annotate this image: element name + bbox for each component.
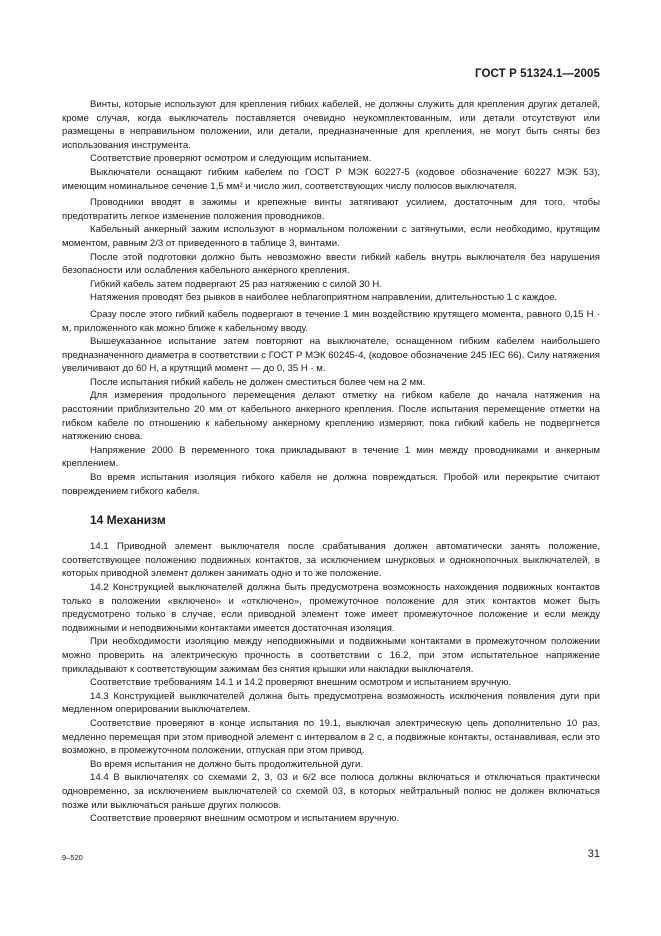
footer-code: 9–520 bbox=[62, 853, 83, 862]
paragraph: Выключатели оснащают гибким кабелем по ГОСТ Р МЭК 60227-5 (кодовое обозначение 60227 МЭК 53), имеющим номинальное сечение 1,5 мм² и число жил, соответствующих числу полюсов выключателя. bbox=[62, 166, 600, 192]
page-number: 31 bbox=[587, 848, 600, 860]
paragraph: После этой подготовки должно быть невозможно ввести гибкий кабель внутрь выключателя без нарушения безопасности или ослабления кабельного анкерного крепления. bbox=[62, 251, 600, 277]
paragraph: Соответствие проверяют в конце испытания по 19.1, выключая электрическую цепь дополнительно 10 раз, медленно перемещая при этом приводной элемент с интервалом в 2 с, а подвижные контакты, останавливая, если это возможно, в промежуточном положении, отпуская при этом привод. bbox=[62, 717, 600, 757]
paragraph: 14.4 В выключателях со схемами 2, 3, 03 и 6/2 все полюса должны включаться и отключаться практически одновременно, за исключением выключателей со схемой 03, в которых нейтральный полюс не должен включаться позже или выключаться раньше других полюсов. bbox=[62, 772, 600, 811]
paragraph: Натяжения проводят без рывков в наиболее неблагоприятном направлении, длительностью 1 с каждое. bbox=[90, 292, 558, 304]
paragraph: Напряжение 2000 В переменного тока прикладывают в течение 1 мин между проводниками и анкерным креплением. bbox=[62, 444, 600, 470]
paragraph: Соответствие проверяют внешним осмотром и испытанием вручную. bbox=[90, 813, 400, 825]
page-body bbox=[62, 98, 600, 826]
paragraph: Гибкий кабель затем подвергают 25 раз натяжению с силой 30 Н. bbox=[90, 278, 383, 290]
paragraph: Для измерения продольного перемещения делают отметку на гибком кабеле до начала натяжения на расстоянии приблизительно 20 мм от кабельного анкерного крепления. После испытания перемещение отметки на гибком кабеле по отношению к кабельному анкерному креплению измеряют, пока гибкий кабель не подвергнется натяжению снова. bbox=[62, 390, 600, 443]
paragraph: Соответствие требованиям 14.1 и 14.2 проверяют внешним осмотром и испытанием вручную. bbox=[90, 677, 512, 689]
paragraph: Вышеуказанное испытание затем повторяют на выключателе, оснащенном гибким кабелем наибольшего предназначенного диаметра в соответствии с ГОСТ Р МЭК 60245-4, (кодовое обозначение 245 IEC 66). Силу натяжения увеличивают до 60 Н, а крутящий момент — до 0, 35 Н · м. bbox=[62, 336, 600, 375]
paragraph: 14.3 Конструкцией выключателей должна быть предусмотрена возможность исключения появления дуги при медленном оперировании выключателем. bbox=[62, 690, 600, 716]
paragraph: Проводники вводят в зажимы и крепежные винты затягивают усилием, достаточным для того, чтобы предотвратить легкое изменение положения проводников. bbox=[62, 197, 600, 222]
paragraph: 14.2 Конструкцией выключателей должна быть предусмотрена возможность нахождения подвижных контактов только в положении «включено» и «отключено», промежуточное положение для этих контактов может быть предусмотрено только в случае, если приводной элемент тоже имеет промежуточное положение и если между подвижными и неподвижными контактами имеется достаточная изоляция. bbox=[62, 582, 600, 634]
paragraph: Во время испытания не должно быть продолжительной дуги. bbox=[90, 758, 364, 770]
paragraph: После испытания гибкий кабель не должен сместиться более чем на 2 мм. bbox=[90, 376, 426, 388]
section-heading: 14 Механизм bbox=[90, 513, 166, 528]
paragraph: При необходимости изоляцию между неподвижными и подвижными контактами в промежуточном положении можно проверить на электрическую прочность в соответствии с 16.2, при этом испытательное напряжение прикладывают к соответствующим зажимам без снятия крышки или накладки выключателя. bbox=[62, 636, 600, 675]
paragraph: Соответствие проверяют осмотром и следующим испытанием. bbox=[90, 153, 372, 165]
paragraph: Сразу после этого гибкий кабель подвергают в течение 1 мин воздействию крутящего момента, равного 0,15 Н · м, приложенного как можно ближе к кабельному вводу. bbox=[62, 308, 600, 334]
paragraph: Винты, которые используют для крепления гибких кабелей, не должны служить для крепления других деталей, кроме случая, когда выключатель поставляется очевидно неукомплектованным, или детали отсутствуют или размещены в неправильном положении, или детали, предназначенные для крепления, не могут быть сняты без использования инструмента. bbox=[62, 99, 600, 151]
paragraph: 14.1 Приводной элемент выключателя после срабатывания должен автоматически занять положение, соответствующее положению подвижных контактов, за исключением шнурковых и однокнопочных выключателей, в которых приводной элемент должен занимать одно и то же положение. bbox=[62, 541, 600, 580]
paragraph: Кабельный анкерный зажим используют в нормальном положении с затянутыми, если необходимо, крутящим моментом, равным 2/3 от приведенного в таблице 3, винтами. bbox=[62, 224, 600, 249]
document-header-id: ГОСТ Р 51324.1—2005 bbox=[475, 68, 600, 80]
paragraph: Во время испытания изоляция гибкого кабеля не должна повреждаться. Пробой или перекрытие считают повреждением гибкого кабеля. bbox=[62, 472, 600, 497]
